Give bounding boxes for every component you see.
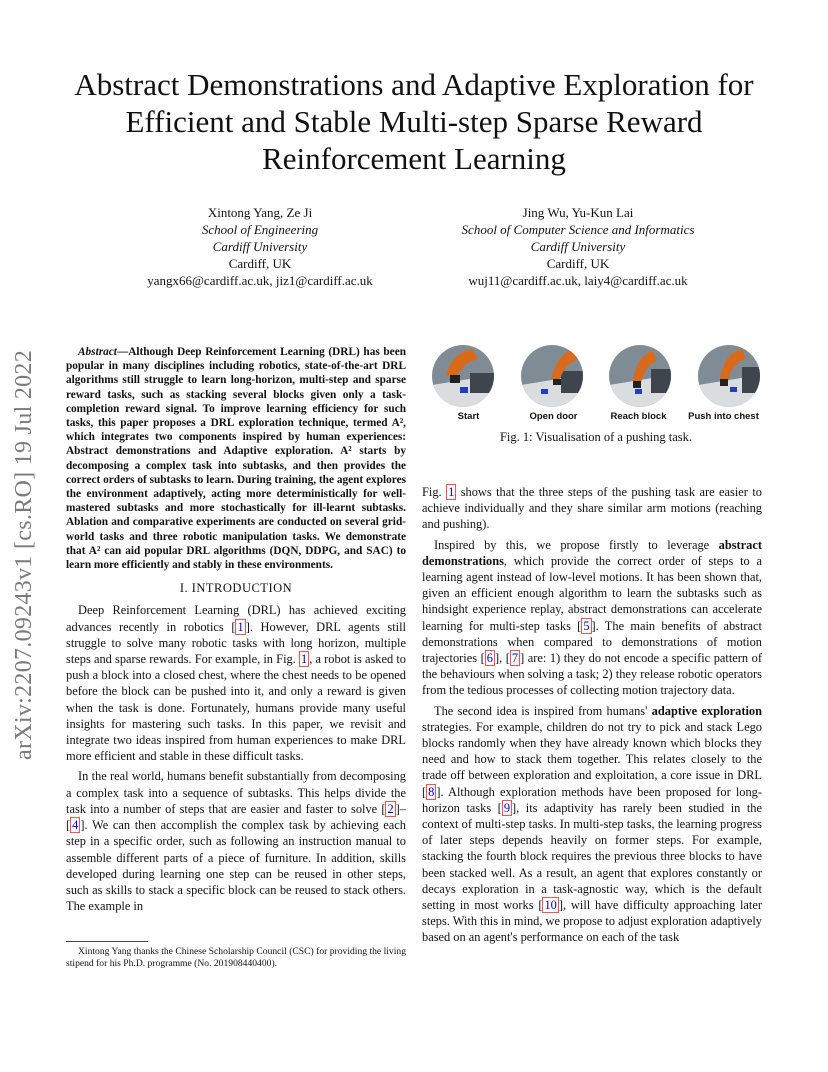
intro-paragraph-4: Inspired by this, we propose firstly to leverage abstract demonstrations, which provide the correct order of steps to a learning agent instead of low-level motions. It has been shown that, given an efficient enough algorithm to learn the subtasks such as hindsight experience replay, abstract demonstrations can accelerate learning for multi-step tasks [ 5 ]. The main benefits of abstract demonstrations when compared to demonstrations of motion trajectories [ 6 ], [ 7 ] are: 1) they do not encode a specific pattern of the behaviours when solving a task; 2) they release robotic operators from the tedious processes of collecting motion trajectory data. [422,537,762,698]
citation-link[interactable]: 1 [237,619,244,634]
intro-paragraph-1: Deep Reinforcement Learning (DRL) has achieved exciting advances recently in robotics [ 1 ]. However, DRL agents still struggle to solve many robotic tasks with long horizon, multiple steps and sparse rewards. For example, in Fig. 1 , a robot is asked to push a block into a closed chest, where the chest needs to be opened before the block can be pushed into it, and only a reward is given when the task is done. Fortunately, humans provide many useful insights for mastering such tasks. In this paper, we revisit and integrate two ideas inspired from human experiences to make DRL more efficient and stable in these difficult tasks. [66,603,407,764]
abstract [66,345,406,572]
footnote-rule [66,941,148,942]
citation-link[interactable]: 7 [511,651,519,666]
author-location: Cardiff, UK [228,256,292,271]
robot-thumbnail-push-into-chest [698,345,760,407]
author-names: Xintong Yang, Ze Ji [207,205,313,220]
section-heading-introduction: I. INTRODUCTION [179,581,293,596]
intro-paragraph-3: Fig. 1 shows that the three steps of the pushing task are easier to achieve individually and they share similar arm motions (reaching and pushing). [422,485,762,532]
robot-thumbnail-open-door [521,345,583,407]
citation-link[interactable]: 4 [72,818,79,833]
citation-link[interactable]: 2 [387,801,394,816]
author-emails: yangx66@cardiff.ac.uk, jiz1@cardiff.ac.uk [147,273,373,288]
author-university: Cardiff University [530,239,626,254]
figure-link[interactable]: 1 [301,652,308,667]
intro-paragraph-2: In the real world, humans benefit substantially from decomposing a complex task into a sequence of subtasks. This helps divide the task into a number of steps that are easier and faster to solve [ 2 ]–[ 4 ]. We can then accomplish the complex task by achieving each step in a specific order, such as following an instruction manual to assemble different parts of a piece of furniture. In addition, skills developed during learning one step can be reused in other steps, such as skills to stack a specific block can be reused to stack others. The example in [66,769,406,914]
abstract-text: —Although Deep Reinforcement Learning (DRL) has been popular in many disciplines including robotics, state-of-the-art DRL algorithms still struggle to learn long-horizon, multi-step and sparse reward tasks, such as stacking several blocks given only a task-completion reward signal. To improve learning efficiency for such tasks, this paper proposes a DRL exploration technique, termed A², which integrates two components inspired by human experiences: Abstract demonstrations and Adaptive exploration. A² starts by decomposing a complex task into subtasks, and then provides the correct orders of subtasks to learn. During training, the agent explores the environment adaptively, acting more deterministically for well-mastered subtasks and more stochastically for ill-learnt subtasks. Ablation and comparative experiments are conducted on several grid-world tasks and three robotic manipulation tasks. We demonstrate that A² can aid popular DRL algorithms (DQN, DDPG, and SAC) to learn more efficiently and stably in these environments. [66,346,406,572]
figure-1 [426,345,766,445]
figure-caption: Fig. 1: Visualisation of a pushing task. [499,430,693,444]
footnote: Xintong Yang thanks the Chinese Scholarship Council (CSC) for providing the living stipend for his Ph.D. programme (No. 201908440400). [66,946,406,969]
robot-thumbnail-reach-block [609,345,671,407]
left-column [66,345,406,918]
citation-link[interactable]: 9 [503,800,511,815]
author-emails: wuj11@cardiff.ac.uk, laiy4@cardiff.ac.uk [468,273,688,288]
robot-thumbnail-start [432,345,494,407]
author-names: Jing Wu, Yu-Kun Lai [522,205,634,220]
figure-label-start: Start [457,411,480,422]
author-school: School of Engineering [201,222,319,237]
citation-link[interactable]: 6 [486,651,493,666]
author-block-1 [110,204,410,289]
paper-title: Abstract Demonstrations and Adaptive Exploration for Efficient and Stable Multi-step Sparse Reward Reinforcement Learning [74,67,754,176]
figure-label-open-door: Open door [529,411,578,422]
figure-label-push-into-chest: Push into chest [688,411,759,422]
citation-link[interactable]: 8 [428,784,435,799]
citation-link[interactable]: 5 [583,618,590,633]
right-column [422,484,762,950]
arxiv-stamp: arXiv:2207.09243v1 [cs.RO] 19 Jul 2022 [11,349,37,760]
abstract-lead: Abstract [78,346,117,358]
author-block-2 [418,204,738,289]
author-location: Cardiff, UK [546,256,610,271]
author-school: School of Computer Science and Informatics [461,222,695,237]
author-university: Cardiff University [212,239,308,254]
citation-link[interactable]: 10 [544,898,557,913]
intro-paragraph-5: The second idea is inspired from humans' adaptive exploration strategies. For example, children do not try to pick and stack Lego blocks randomly when they have already known which blocks they need and how to stack them together. This relates closely to the trade off between exploration and exploitation, a core issue in DRL [ 8 ]. Although exploration methods have been proposed for long-horizon tasks [ 9 ], its adaptivity has rarely been studied in the context of multi-step tasks. In multi-step tasks, the learning progress of later steps depends heavily on former steps. For example, stacking the fourth block requires the previous three blocks to have been stacked well. As a result, an agent that explores constantly or decays exploration in a task-agnostic way, which is the default setting in most works [ 10 ], will have difficulty approaching later steps. With this in mind, we propose to adjust exploration adaptively based on an agent's performance on each of the task [422,703,763,945]
figure-link[interactable]: 1 [448,485,455,499]
figure-label-reach-block: Reach block [610,411,667,422]
